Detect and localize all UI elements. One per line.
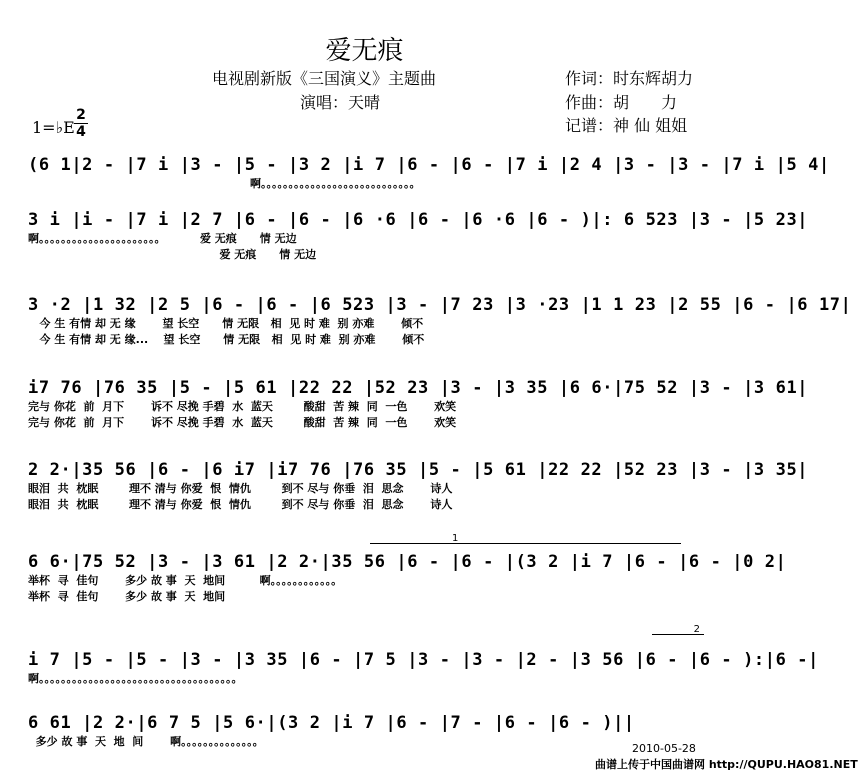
- notes-line: 6 61 |2 2·|6 7 5 |5 6·|(3 2 |i 7 |6 - |7 - |6 - |6 - )||: [28, 713, 635, 733]
- score-row-8: [28, 713, 635, 749]
- score-row-5: [28, 460, 809, 512]
- notes-line: i7 76 |76 35 |5 - |5 61 |22 22 |52 23 |3 - |3 35 |6 6·|75 52 |3 - |3 61|: [28, 378, 809, 398]
- notes-line: (6 1|2 - |7 i |3 - |5 - |3 2 |i 7 |6 - |6 - |7 i |2 4 |3 - |3 - |7 i |5 4|: [28, 155, 830, 175]
- singer-credit: 演唱：天晴: [300, 93, 381, 112]
- notes-line: 2 2·|35 56 |6 - |6 i7 |i7 76 |76 35 |5 - |5 61 |22 22 |52 23 |3 - |3 35|: [28, 460, 809, 480]
- lyrics-line: 今 生 有情 却 无 缘... 望 长空 情 无限 相 见 时 难 别 亦难 倾不: [28, 333, 425, 346]
- notes-line: i 7 |5 - |5 - |3 - |3 35 |6 - |7 5 |3 - |3 - |2 - |3 56 |6 - |6 - ):|6 -|: [28, 650, 819, 670]
- lyrics-line: 完与 你花 前 月下 诉不 尽挽 手碧 水 蓝天 酸甜 苦 辣 同 一色 欢笑: [28, 416, 457, 429]
- notes-line: 6 6·|75 52 |3 - |3 61 |2 2·|35 56 |6 - |6 - |(3 2 |i 7 |6 - |6 - |0 2|: [28, 552, 787, 572]
- lyrics-line: 眼泪 共 枕眠 理不 清与 你爱 恨 情仇 到不 尽与 你垂 泪 思念 诗人: [28, 482, 453, 495]
- composer-credit: 作曲：胡 力: [565, 93, 678, 112]
- lyrics-line: 眼泪 共 枕眠 理不 清与 你爱 恨 情仇 到不 尽与 你垂 泪 思念 诗人: [28, 498, 453, 511]
- transcriber-credit: 记谱：神 仙 姐姐: [565, 116, 688, 135]
- song-title: 爱无痕: [325, 36, 404, 66]
- lyrics-line: 完与 你花 前 月下 诉不 尽挽 手碧 水 蓝天 酸甜 苦 辣 同 一色 欢笑: [28, 400, 457, 413]
- lyrics-line: 爱 无痕 情 无边: [28, 248, 317, 261]
- volta-1-label: 1: [452, 533, 459, 544]
- notes-line: 3 i |i - |7 i |2 7 |6 - |6 - |6 ·6 |6 - |6 ·6 |6 - )|: 6 523 |3 - |5 23|: [28, 210, 809, 230]
- time-bottom: 4: [76, 124, 86, 140]
- score-row-7: [28, 650, 819, 686]
- lyrics-line: 举杯 寻 佳句 多少 故 事 天 地间: [28, 590, 226, 603]
- score-row-2: [28, 210, 809, 262]
- score-row-1: [28, 155, 830, 191]
- song-subtitle: 电视剧新版《三国演义》主题曲: [212, 69, 437, 88]
- score-row-4: [28, 378, 809, 430]
- footer-site: 曲谱上传于中国曲谱网 http://QUPU.HAO81.NET: [595, 758, 858, 771]
- score-row-6: [28, 552, 787, 604]
- lyrics-line: 多少 故 事 天 地 间 啊。。。。。。。。。。。。。。: [28, 735, 264, 748]
- lyrics-line: 今 生 有情 却 无 缘 望 长空 情 无限 相 见 时 难 别 亦难 倾不: [28, 317, 424, 330]
- time-top: 2: [76, 107, 86, 123]
- notes-line: 3 ·2 |1 32 |2 5 |6 - |6 - |6 523 |3 - |7 23 |3 ·23 |1 1 23 |2 55 |6 - |6 17|: [28, 295, 852, 315]
- volta-2-label: 2: [693, 624, 700, 635]
- lyrics-line: 啊。。。。。。。。。。。。。。。。。。。。。。。。。。。。。。。。。。。。: [28, 672, 243, 685]
- time-signature: [74, 108, 88, 139]
- lyrics-line: 啊。。。。。。。。。。。。。。。。。。。。。。。。。。。。: [250, 177, 421, 190]
- key-signature: 1=♭E: [32, 118, 75, 137]
- score-row-3: [28, 295, 852, 347]
- lyricist-credit: 作词：时东辉胡力: [565, 69, 694, 88]
- footer-date: 2010-05-28: [632, 742, 696, 755]
- lyrics-line: 举杯 寻 佳句 多少 故 事 天 地间 啊。。。。。。。。。。。。: [28, 574, 343, 587]
- lyrics-line: 啊。。。。。。。。。。。。。。。。。。。。。。 爱 无痕 情 无边: [28, 232, 297, 245]
